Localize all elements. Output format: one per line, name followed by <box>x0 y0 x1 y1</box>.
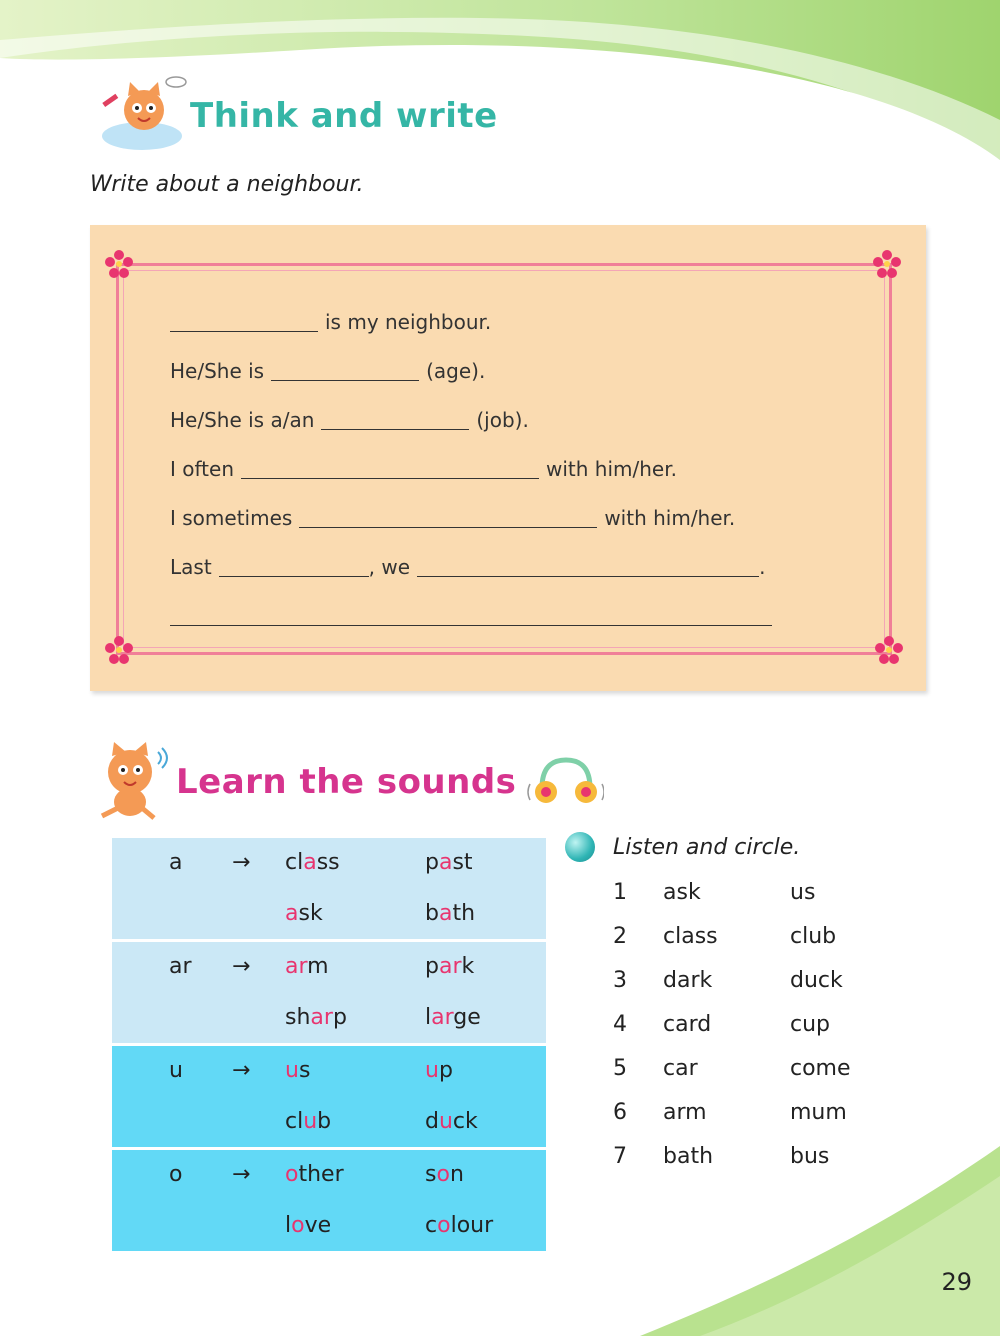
choice-word[interactable]: arm <box>663 1100 707 1125</box>
sentence-text: (job). <box>476 407 529 432</box>
blank-job[interactable] <box>321 409 469 430</box>
choice-word[interactable]: card <box>663 1012 712 1037</box>
blank-time[interactable] <box>219 556 369 577</box>
list-item <box>613 872 913 916</box>
sentence-text: . <box>759 554 766 579</box>
word: arm <box>285 954 329 979</box>
ball-bullet-icon <box>565 832 595 862</box>
item-number: 2 <box>613 924 627 949</box>
item-number: 5 <box>613 1056 627 1081</box>
list-item <box>613 1004 913 1048</box>
list-item <box>613 916 913 960</box>
choice-word[interactable]: club <box>790 924 837 949</box>
choice-word[interactable]: cup <box>790 1012 831 1037</box>
item-number: 4 <box>613 1012 627 1037</box>
choice-word[interactable]: dark <box>663 968 713 993</box>
sentence-1 <box>170 297 810 346</box>
sentence-6 <box>170 542 810 591</box>
choice-word[interactable]: bus <box>790 1144 830 1169</box>
choice-word[interactable]: come <box>790 1056 851 1081</box>
sound-letter: u <box>169 1058 183 1083</box>
word: park <box>425 954 475 979</box>
word: sharp <box>285 1004 347 1030</box>
word: club <box>285 1108 332 1134</box>
cat-listening-icon <box>88 742 174 822</box>
page-number: 29 <box>941 1268 972 1296</box>
sentence-7 <box>170 591 810 640</box>
list-item <box>613 1048 913 1092</box>
arrow-icon: → <box>232 954 251 979</box>
word: large <box>425 1004 481 1030</box>
sentence-text: with him/her. <box>546 456 677 481</box>
sentence-2 <box>170 346 810 395</box>
blank-name[interactable] <box>170 311 318 332</box>
sentence-text: (age). <box>426 358 486 383</box>
sentence-3 <box>170 395 810 444</box>
blank-past-activity[interactable] <box>417 556 759 577</box>
blank-age[interactable] <box>271 360 419 381</box>
table-row <box>112 942 546 993</box>
sound-letter: o <box>169 1162 183 1187</box>
item-number: 7 <box>613 1144 627 1169</box>
word: up <box>425 1058 453 1083</box>
write-instruction: Write about a neighbour. <box>90 172 364 197</box>
listen-and-circle-header <box>565 832 800 862</box>
sentence-5 <box>170 493 810 542</box>
list-item <box>613 1136 913 1180</box>
word: us <box>285 1058 311 1083</box>
sound-group-o <box>112 1150 546 1251</box>
word: duck <box>425 1108 478 1134</box>
choice-word[interactable]: duck <box>790 968 843 993</box>
word: ask <box>285 900 323 926</box>
learn-the-sounds-header <box>88 742 604 822</box>
item-number: 6 <box>613 1100 627 1125</box>
sentence-text: I often <box>170 456 235 481</box>
listen-instruction: Listen and circle. <box>613 834 801 860</box>
writing-card <box>90 225 926 691</box>
blank-sometimes-activity[interactable] <box>299 507 597 528</box>
table-row <box>112 993 546 1044</box>
table-row <box>112 889 546 940</box>
choice-word[interactable]: car <box>663 1056 698 1081</box>
learn-the-sounds-title: Learn the sounds <box>176 762 517 802</box>
table-row <box>112 838 546 889</box>
writing-lines <box>170 297 810 640</box>
flower-icon <box>104 249 134 279</box>
sound-letter: ar <box>169 954 192 979</box>
sentence-text: He/She is <box>170 358 265 383</box>
sounds-table <box>112 838 546 1254</box>
flower-icon <box>874 635 904 665</box>
flower-icon <box>872 249 902 279</box>
sentence-text: I sometimes <box>170 505 293 530</box>
word: past <box>425 850 473 875</box>
item-number: 3 <box>613 968 627 993</box>
sound-letter: a <box>169 850 183 875</box>
sentence-text: He/She is a/an <box>170 407 315 432</box>
word: class <box>285 850 340 875</box>
sentence-text: , we <box>368 554 411 579</box>
choice-word[interactable]: class <box>663 924 718 949</box>
listen-and-circle-list <box>613 872 913 1180</box>
sentence-text: Last <box>170 554 212 579</box>
arrow-icon: → <box>232 1058 251 1083</box>
list-item <box>613 1092 913 1136</box>
sentence-4 <box>170 444 810 493</box>
sound-group-a <box>112 838 546 939</box>
choice-word[interactable]: ask <box>663 880 701 905</box>
sentence-text: is my neighbour. <box>325 309 492 334</box>
arrow-icon: → <box>232 1162 251 1187</box>
sentence-text: with him/her. <box>604 505 736 530</box>
choice-word[interactable]: bath <box>663 1144 714 1169</box>
word: colour <box>425 1212 494 1238</box>
list-item <box>613 960 913 1004</box>
think-and-write-title: Think and write <box>190 96 498 136</box>
sound-group-u <box>112 1046 546 1147</box>
item-number: 1 <box>613 880 627 905</box>
word: bath <box>425 900 476 926</box>
flower-icon <box>104 635 134 665</box>
table-row <box>112 1046 546 1097</box>
choice-word[interactable]: us <box>790 880 816 905</box>
table-row <box>112 1150 546 1201</box>
cat-mascot-icon <box>94 76 190 156</box>
table-row <box>112 1097 546 1148</box>
word: son <box>425 1162 464 1187</box>
blank-extra-line[interactable] <box>170 605 772 626</box>
think-and-write-header <box>94 76 498 156</box>
sound-group-ar <box>112 942 546 1043</box>
headphones-icon <box>524 754 604 810</box>
arrow-icon: → <box>232 850 251 875</box>
table-row <box>112 1201 546 1252</box>
choice-word[interactable]: mum <box>790 1100 847 1125</box>
blank-often-activity[interactable] <box>241 458 539 479</box>
word: love <box>285 1212 332 1238</box>
word: other <box>285 1162 344 1187</box>
